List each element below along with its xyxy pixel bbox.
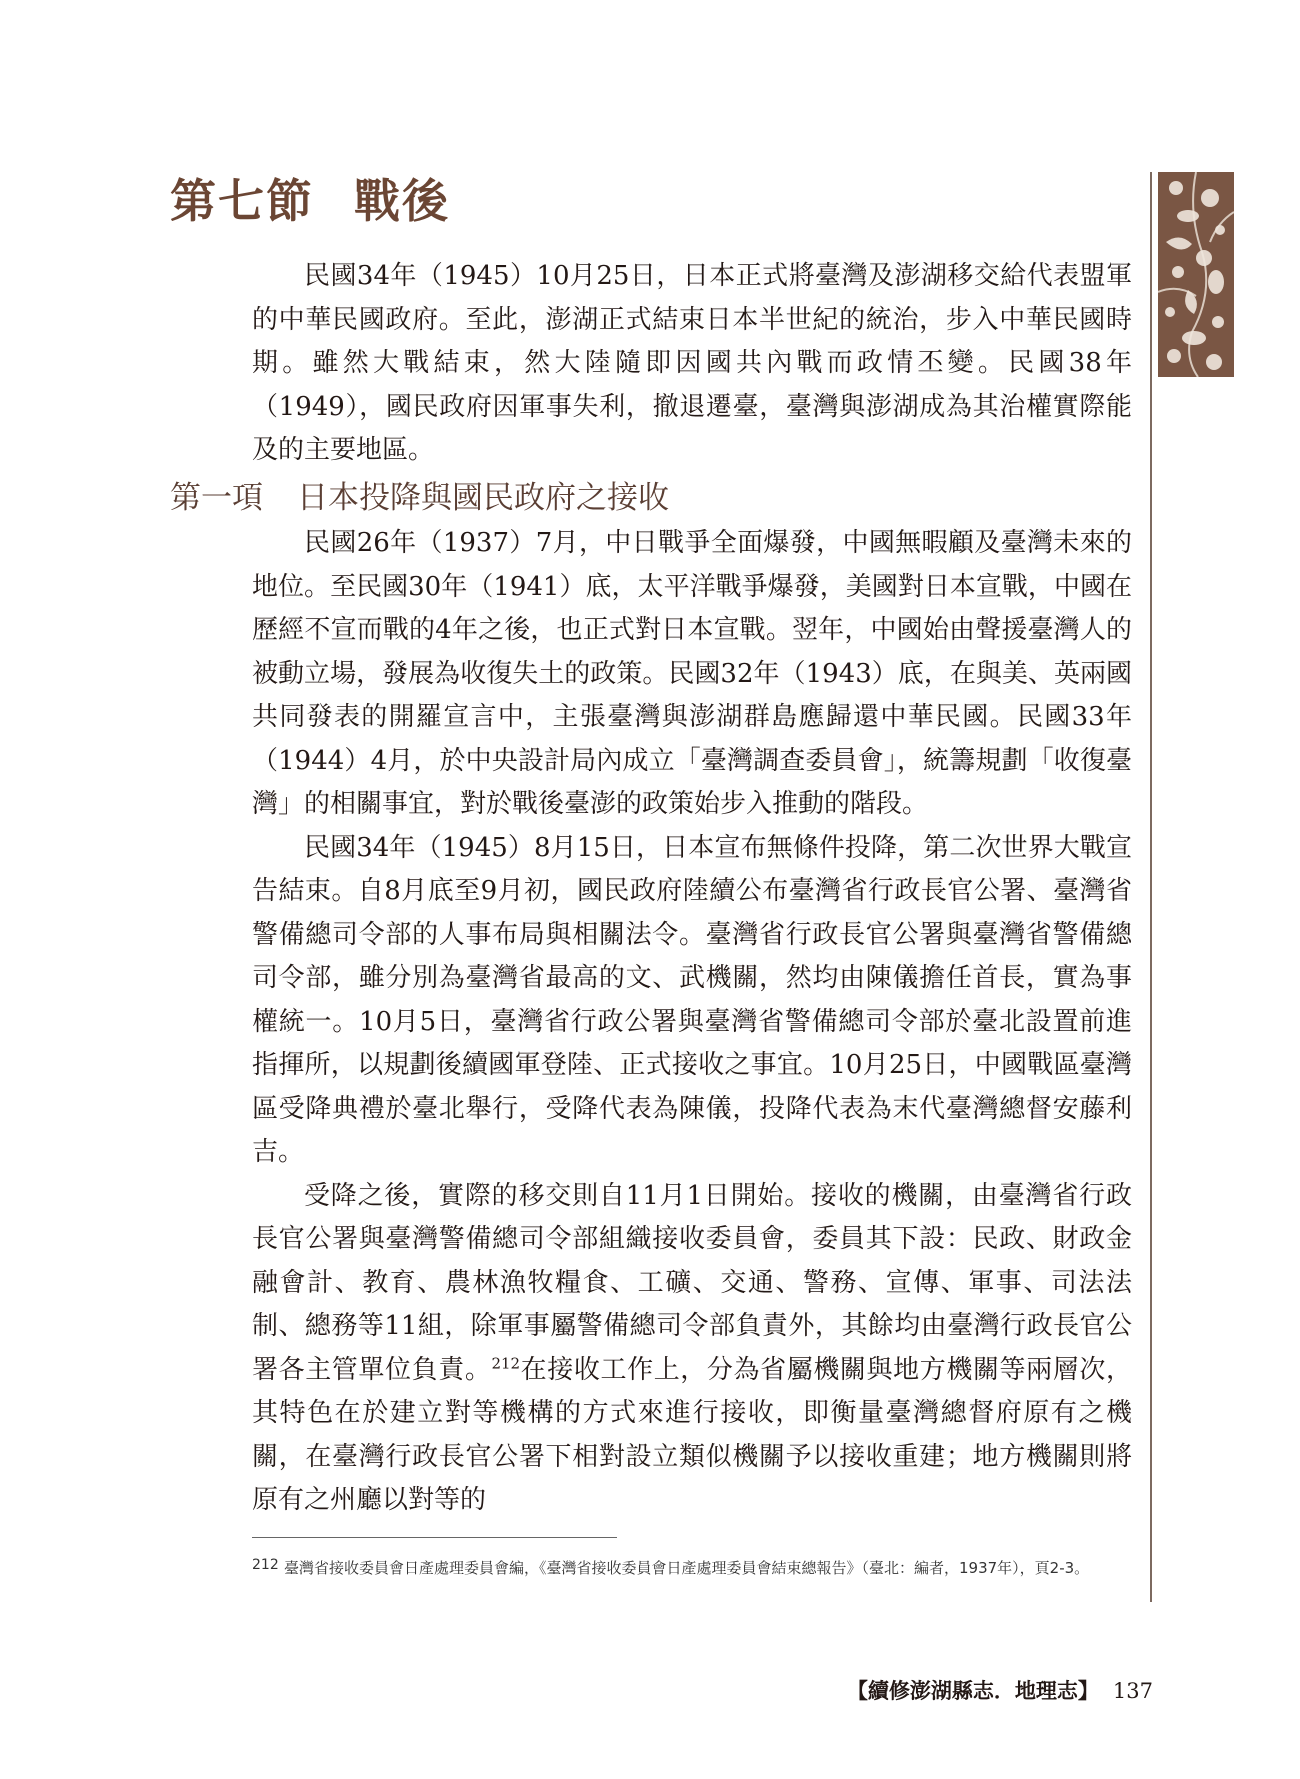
footer-book-title: 【續修澎湖縣志．地理志】	[846, 1678, 1099, 1703]
subsection-heading	[170, 472, 669, 517]
section-title-number: 第七節	[170, 174, 314, 228]
footnote-text: 臺灣省接收委員會日產處理委員會編，《臺灣省接收委員會日產處理委員會結束總報告》（臺北：編者，1937年），頁2-3。	[284, 1559, 1090, 1577]
page-number: 137	[1112, 1679, 1153, 1703]
subsection-number: 第一項	[170, 480, 263, 516]
footnote-number: 212	[252, 1557, 279, 1573]
margin-divider	[1150, 172, 1152, 1602]
floral-pattern-icon	[1158, 172, 1234, 377]
subsection-heading-wrap	[0, 472, 1150, 522]
footnote-divider	[252, 1537, 617, 1538]
body-paragraph-3	[252, 1175, 1132, 1523]
body-paragraph-2: 民國34年（1945）8月15日，日本宣布無條件投降，第二次世界大戰宣告結束。自8月底至9月初，國民政府陸續公布臺灣省行政長官公署、臺灣省警備總司令部的人事布局與相關法令。臺灣省行政長官公署與臺灣省警備總司令部，雖分別為臺灣省最高的文、武機關，然均由陳儀擔任首長，實為事權統一。10月5日，臺灣省行政公署與臺灣省警備總司令部於臺北設置前進指揮所，以規劃後續國軍登陸、正式接收之事宜。10月25日，中國戰區臺灣區受降典禮於臺北舉行，受降代表為陳儀，投降代表為末代臺灣總督安藤利吉。	[252, 832, 1132, 1167]
body-paragraph-3-part-2: 在接收工作上，分為省屬機關與地方機關等兩層次，其特色在於建立對等機構的方式來進行接收，即衡量臺灣總督府原有之機關，在臺灣行政長官公署下相對設立類似機關予以接收重建；地方機關則將原有之州廳以對等的	[252, 1354, 1132, 1515]
section-title	[170, 165, 450, 231]
body-paragraph-3-part-1: 受降之後，實際的移交則自11月1日開始。接收的機關，由臺灣省行政長官公署與臺灣警備總司令部組織接收委員會，委員其下設：民政、財政金融會計、教育、農林漁牧糧食、工礦、交通、警務、宣傳、軍事、司法法制、總務等11組，除軍事屬警備總司令部負責外，其餘均由臺灣行政長官公署各主管單位負責。	[252, 1180, 1132, 1385]
footnote	[252, 1553, 1132, 1583]
subsection-body	[252, 522, 1132, 1523]
intro-paragraph: 民國34年（1945）10月25日，日本正式將臺灣及澎湖移交給代表盟軍的中華民國政府。至此，澎湖正式結束日本半世紀的統治，步入中華民國時期。雖然大戰結束，然大陸隨即因國共內戰而政情丕變。民國38年（1949），國民政府因軍事失利，撤退遷臺，臺灣與澎湖成為其治權實際能及的主要地區。	[252, 261, 1132, 465]
running-footer	[847, 1675, 1153, 1705]
intro-section	[252, 255, 1132, 473]
body-paragraph-1: 民國26年（1937）7月，中日戰爭全面爆發，中國無暇顧及臺灣未來的地位。至民國30年（1941）底，太平洋戰爭爆發，美國對日本宣戰，中國在歷經不宣而戰的4年之後，也正式對日本宣戰。翌年，中國始由聲援臺灣人的被動立場，發展為收復失土的政策。民國32年（1943）底，在與美、英兩國共同發表的開羅宣言中，主張臺灣與澎湖群島應歸還中華民國。民國33年（1944）4月，於中央設計局內成立「臺灣調查委員會」，統籌規劃「收復臺灣」的相關事宜，對於戰後臺澎的政策始步入推動的階段。	[252, 528, 1132, 819]
footnote-reference[interactable]: 212	[491, 1353, 521, 1372]
subsection-title: 日本投降與國民政府之接收	[297, 480, 669, 516]
section-title-text: 戰後	[354, 174, 450, 228]
